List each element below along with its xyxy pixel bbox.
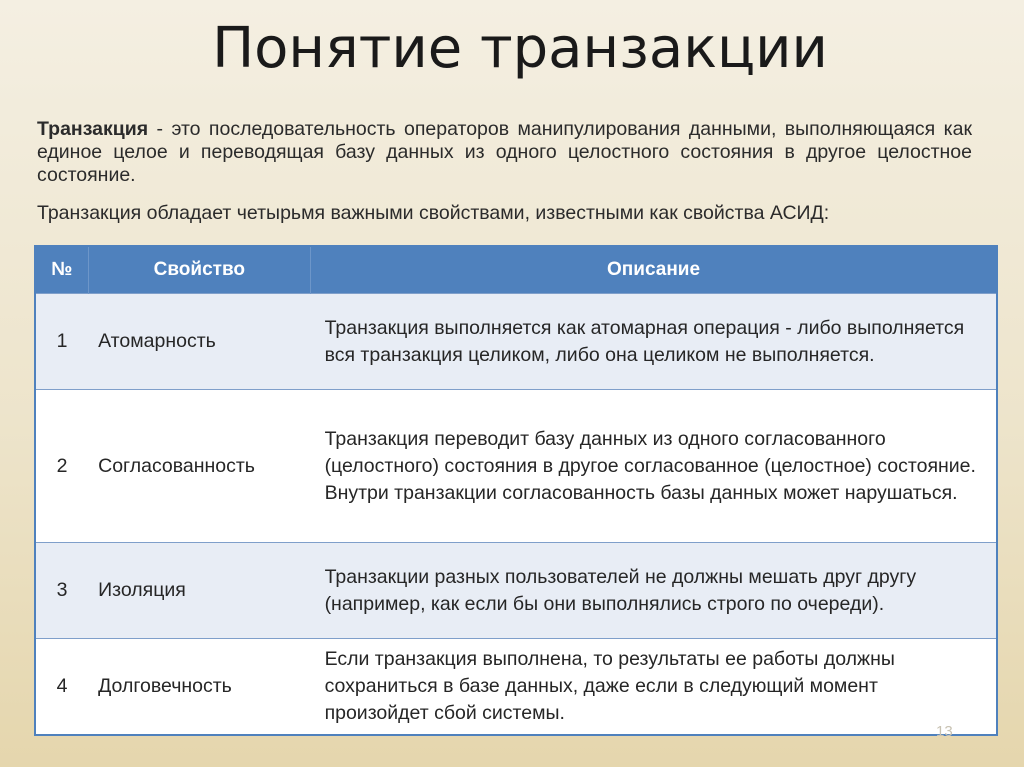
intro-text: Транзакция обладает четырьмя важными свойствами, известными как свойства АСИД: [37,202,830,224]
definition-term: Транзакция [37,118,149,140]
row-number: 4 [35,639,88,735]
header-number: № [35,246,88,294]
row-property: Изоляция [88,543,310,639]
row-number: 1 [35,294,88,390]
row-description: Транзакция выполняется как атомарная операция - либо выполняется вся транзакция целиком, либо она целиком не выполняется. [311,294,997,390]
row-number: 2 [35,390,88,543]
row-description: Если транзакция выполнена, то результаты ее работы должны сохраниться в базе данных, даже если в следующий момент произойдет сбой системы. [311,639,997,735]
row-property: Атомарность [88,294,310,390]
header-property: Свойство [88,246,310,294]
row-description: Транзакция переводит базу данных из одного согласованного (целостного) состояния в другое согласованное (целостное) состояние. Внутри транзакции согласованность базы данных может нарушаться. [311,390,997,543]
header-description: Описание [311,246,997,294]
row-property: Долговечность [88,639,310,735]
row-number: 3 [35,543,88,639]
table-header-row [35,246,997,294]
table-row [35,390,997,543]
row-description: Транзакции разных пользователей не должны мешать друг другу (например, как если бы они выполнялись строго по очереди). [311,543,997,639]
definition-text: - это последовательность операторов манипулирования данными, выполняющаяся как единое целое и переводящая базу данных из одного целостного состояния в другое целостное состояние. [37,118,972,186]
slide-number: 13 [936,723,953,740]
table-row [35,543,997,639]
table-row [35,639,997,735]
acid-properties-table [34,245,998,736]
row-property: Согласованность [88,390,310,543]
table-row [35,294,997,390]
definition-paragraph [37,118,972,187]
slide-title: Понятие транзакции [212,16,828,81]
